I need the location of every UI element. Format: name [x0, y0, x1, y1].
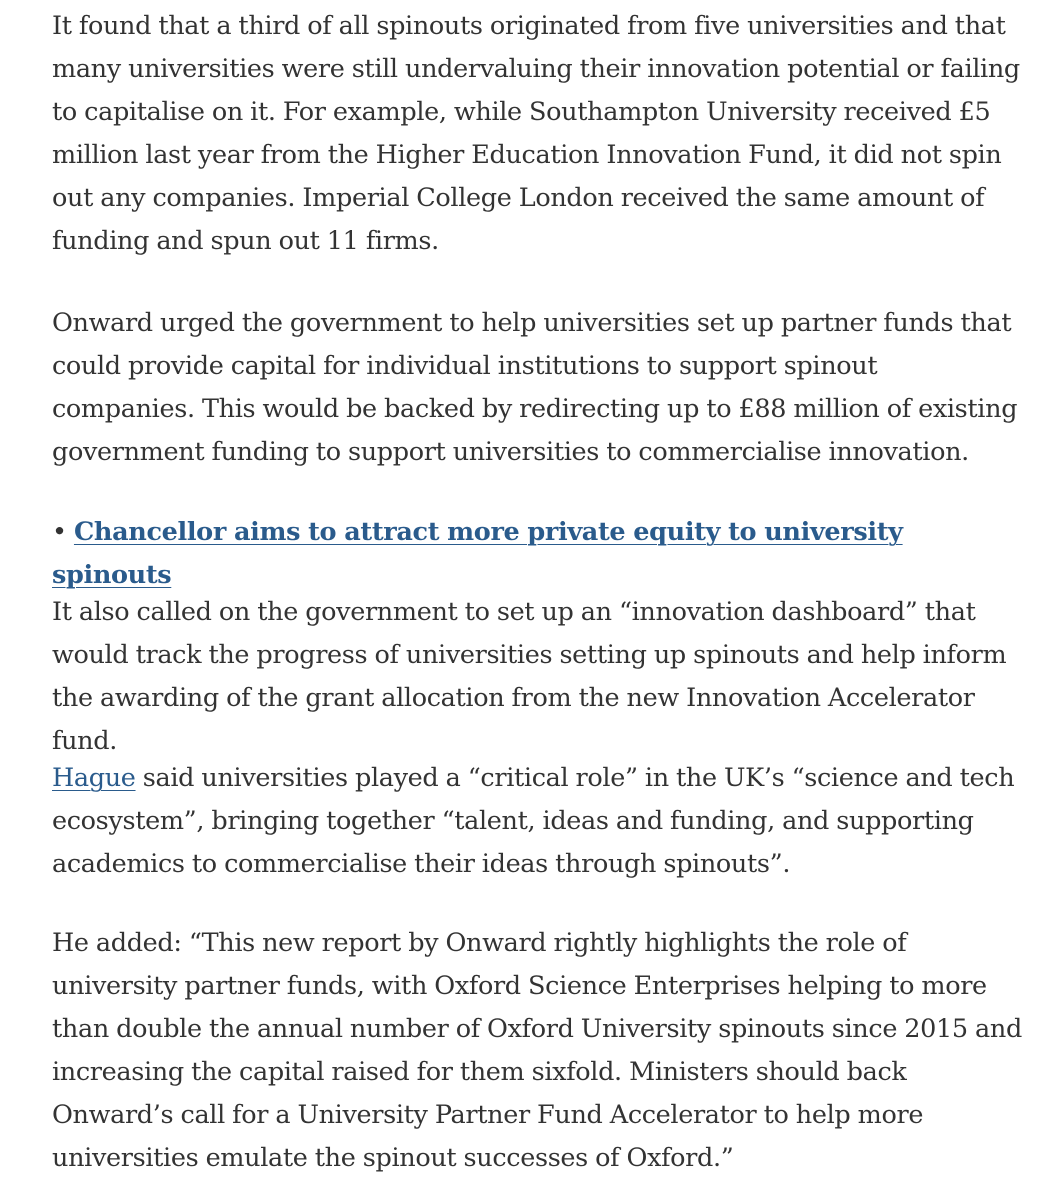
article-paragraph: It found that a third of all spinouts originated from five universities and that many universities were still undervaluing their innovation potential or failing to capitalise on it. For example, while Southampton University received £5 million last year from the Higher Education Innovation Fund, it did not spin out any companies. Imperial College London received the same amount of funding and spun out 11 firms.: [52, 11, 1020, 256]
article-paragraph: [52, 757, 1027, 886]
article-paragraph: Onward urged the government to help universities set up partner funds that could provide capital for individual institutions to support spinout companies. This would be backed by redirecting up to £88 million of existing government funding to support universities to commercialise innovation.: [52, 308, 1018, 467]
hague-link[interactable]: Hague: [52, 763, 136, 793]
paragraph-text: said universities played a “critical role” in the UK’s “science and tech ecosystem”, bringing together “talent, ideas and funding, and supporting academics to commercialise their ideas through spinouts”.: [52, 763, 1015, 879]
article-paragraph: It also called on the government to set up an “innovation dashboard” that would track the progress of universities setting up spinouts and help inform the awarding of the grant allocation from the new Innovation Accelerator fund.: [52, 597, 1007, 756]
related-article-link[interactable]: Chancellor aims to attract more private equity to university spinouts: [52, 517, 903, 590]
article-paragraph: He added: “This new report by Onward rightly highlights the role of university partner funds, with Oxford Science Enterprises helping to more than double the annual number of Oxford University spinouts since 2015 and increasing the capital raised for them sixfold. Ministers should back Onward’s call for a University Partner Fund Accelerator to help more universities emulate the spinout successes of Oxford.”: [52, 928, 1022, 1173]
bullet-icon: •: [52, 517, 74, 547]
related-article-item: [52, 511, 1027, 597]
